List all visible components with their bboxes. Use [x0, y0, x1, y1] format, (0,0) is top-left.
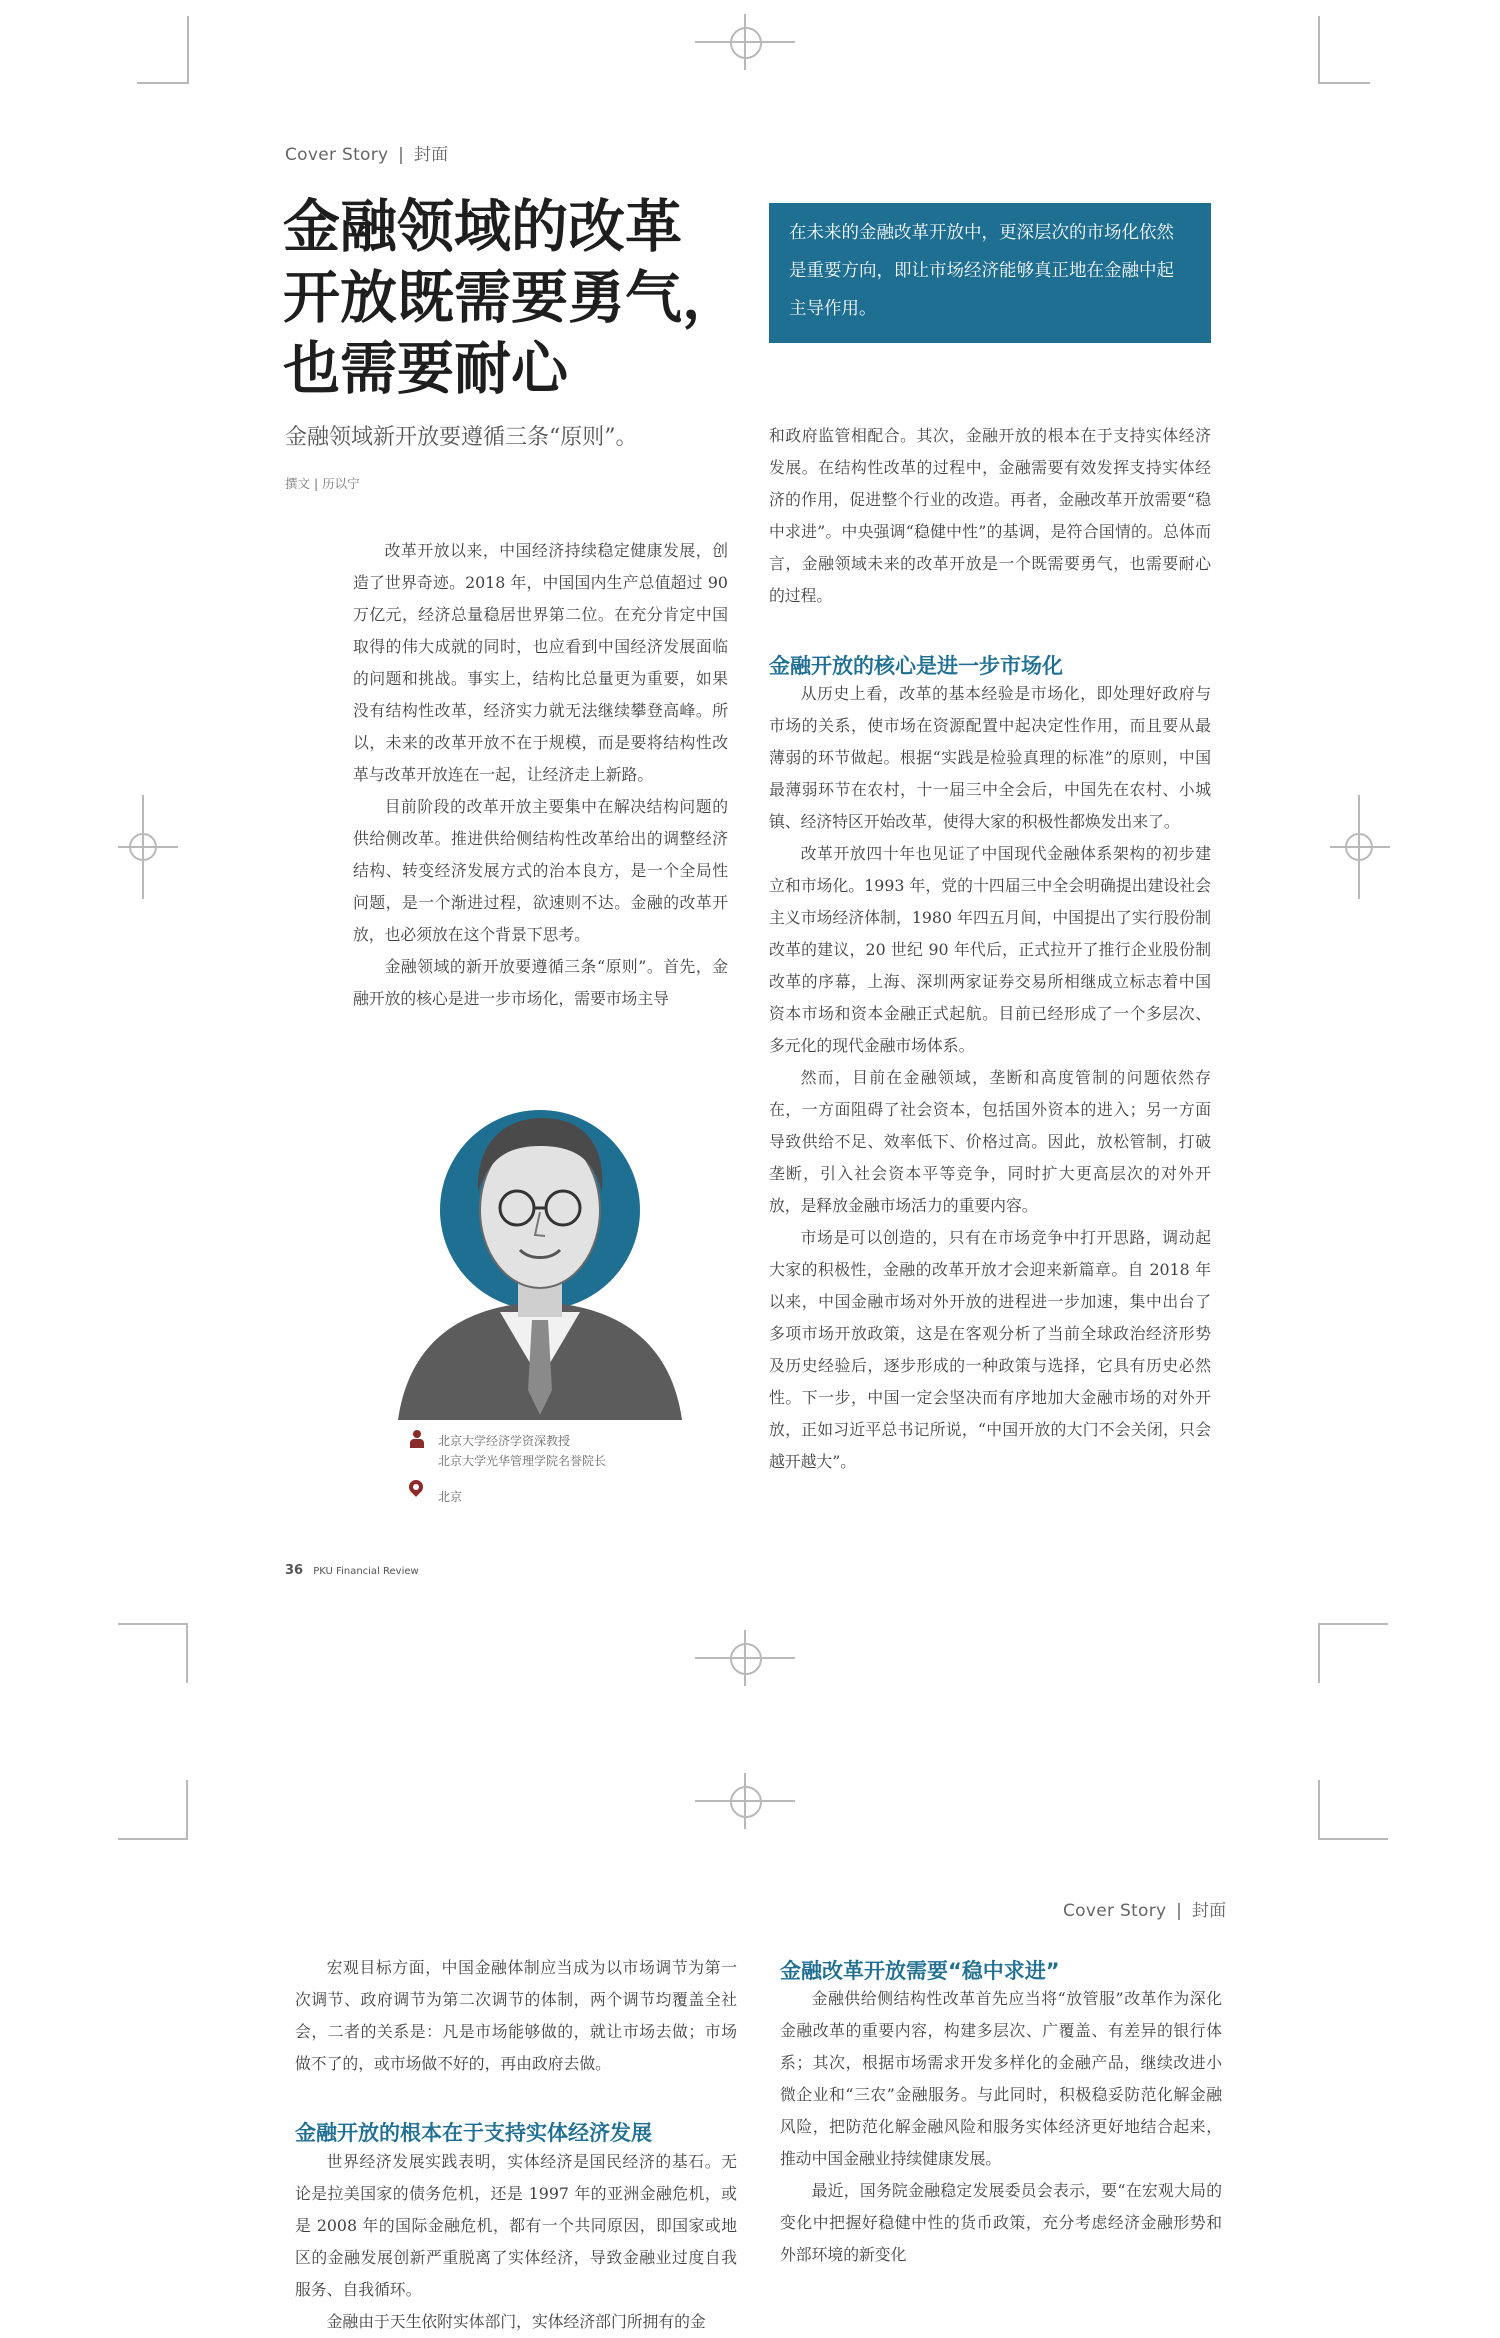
page-footer — [285, 1563, 419, 1578]
page2-body-left — [295, 2146, 737, 2338]
section-heading: 金融开放的核心是进一步市场化 — [769, 654, 1063, 678]
pull-quote-callout: 在未来的金融改革开放中，更深层次的市场化依然是重要方向，即让市场经济能够真正地在金融中起主导作用。 — [769, 203, 1211, 343]
page2-left-heading: 金融开放的根本在于支持实体经济发展 — [295, 2121, 652, 2145]
body-paragraph: 世界经济发展实践表明，实体经济是国民经济的基石。无论是拉美国家的债务危机，还是 1997 年的亚洲金融危机，或是 2008 年的国际金融危机，都有一个共同原因，即国家或地区的金融发展创新严重脱离了实体经济，导致金融业过度自我服务、自我循环。 — [295, 2152, 737, 2299]
header-section-en: Cover Story — [1063, 1901, 1167, 1921]
body-column-right-top — [769, 420, 1211, 612]
body-paragraph: 然而，目前在金融领域，垄断和高度管制的问题依然存在，一方面阻碍了社会资本，包括国外资本的进入；另一方面导致供给不足、效率低下、价格过高。因此，放松管制，打破垄断，引入社会资本平等竞争，同时扩大更高层次的对外开放，是释放金融市场活力的重要内容。 — [769, 1068, 1211, 1215]
page2-header — [1063, 1896, 1226, 1921]
portrait-location: 北京 — [438, 1490, 463, 1504]
portrait-caption — [438, 1431, 698, 1471]
position-icon — [410, 1430, 424, 1448]
body-paragraph: 改革开放四十年也见证了中国现代金融体系架构的初步建立和市场化。1993 年，党的十四届三中全会明确提出建设社会主义市场经济体制，1980 年四五月间，中国提出了实行股份制改革的建议，20 世纪 90 年代后，正式拉开了推行企业股份制改革的序幕，上海、深圳两家证券交易所相继成立标志着中国资本市场和资本金融正式起航。目前已经形成了一个多层次、多元化的现代金融市场体系。 — [769, 844, 1211, 1055]
title-line: 金融领域的改革 — [283, 194, 682, 260]
location-pin-icon — [409, 1480, 423, 1500]
page2-right-heading: 金融改革开放需要“稳中求进” — [780, 1959, 1060, 1983]
body-paragraph: 从历史上看，改革的基本经验是市场化，即处理好政府与市场的关系，使市场在资源配置中起决定性作用，而且要从最薄弱的环节做起。根据“实践是检验真理的标准”的原则，中国最薄弱环节在农村，十一届三中全会后，中国先在农村、小城镇、经济特区开始改革，使得大家的积极性都焕发出来了。 — [769, 684, 1211, 831]
body-paragraph: 最近，国务院金融稳定发展委员会表示，要“在宏观大局的变化中把握好稳健中性的货币政策，充分考虑经济金融形势和外部环境的新变化 — [780, 2181, 1222, 2264]
title-line: 也需要耐心 — [283, 336, 568, 402]
body-paragraph: 改革开放以来，中国经济持续稳定健康发展，创造了世界奇迹。2018 年，中国国内生产总值超过 90 万亿元，经济总量稳居世界第二位。在充分肯定中国取得的伟大成就的同时，也应看到中国经济发展面临的问题和挑战。事实上，结构比总量更为重要，如果没有结构性改革，经济实力就无法继续攀登高峰。所以，未来的改革开放不在于规模，而是要将结构性改革与改革开放连在一起，让经济走上新路。 — [353, 541, 728, 784]
page2-body-right — [780, 1983, 1222, 2271]
body-paragraph: 金融供给侧结构性改革首先应当将“放管服”改革作为深化金融改革的重要内容，构建多层次、广覆盖、有差异的银行体系；其次，根据市场需求开发多样化的金融产品，继续改进小微企业和“三农”金融服务。与此同时，积极稳妥防范化解金融风险，把防范化解金融风险和服务实体经济更好地结合起来，推动中国金融业持续健康发展。 — [780, 1989, 1222, 2168]
body-column-left — [353, 535, 728, 1015]
page2-body-left-top — [295, 1952, 737, 2080]
header-section-en: Cover Story — [285, 145, 389, 165]
body-paragraph: 金融领域的新开放要遵循三条“原则”。首先，金融开放的核心是进一步市场化，需要市场主导 — [353, 957, 728, 1008]
body-paragraph: 金融由于天生依附实体部门，实体经济部门所拥有的金 — [326, 2312, 706, 2331]
header-separator: | — [398, 145, 405, 165]
header-separator: | — [1176, 1901, 1183, 1921]
body-paragraph: 目前阶段的改革开放主要集中在解决结构问题的供给侧改革。推进供给侧结构性改革给出的调整经济结构、转变经济发展方式的治本良方，是一个全局性问题，是一个渐进过程，欲速则不达。金融的改革开放，也必须放在这个背景下思考。 — [353, 797, 728, 944]
article-title — [283, 192, 743, 405]
body-paragraph: 宏观目标方面，中国金融体制应当成为以市场调节为第一次调节、政府调节为第二次调节的体制，两个调节均覆盖全社会，二者的关系是：凡是市场能够做的，就让市场去做；市场做不了的，或市场做不好的，再由政府去做。 — [295, 1958, 737, 2073]
article-subtitle: 金融领域新开放要遵循三条“原则”。 — [285, 425, 638, 450]
caption-title-line: 北京大学光华管理学院名誉院长 — [438, 1454, 607, 1468]
journal-name: PKU Financial Review — [313, 1566, 419, 1577]
author-portrait — [380, 1080, 700, 1420]
body-column-right — [769, 678, 1211, 1478]
title-line: 开放既需要勇气， — [283, 265, 739, 331]
body-paragraph: 市场是可以创造的，只有在市场竞争中打开思路，调动起大家的积极性，金融的改革开放才会迎来新篇章。自 2018 年以来，中国金融市场对外开放的进程进一步加速，集中出台了多项市场开放政策，这是在客观分析了当前全球政治经济形势及历史经验后，逐步形成的一种政策与选择，它具有历史必然性。下一步，中国一定会坚决而有序地加大金融市场的对外开放，正如习近平总书记所说，“中国开放的大门不会关闭，只会越开越大”。 — [769, 1228, 1211, 1471]
caption-title-line: 北京大学经济学资深教授 — [438, 1434, 571, 1448]
byline: 撰文 | 历以宁 — [285, 476, 360, 491]
page-header — [285, 140, 448, 165]
header-section-cn: 封面 — [1191, 1901, 1227, 1921]
page-number: 36 — [285, 1563, 304, 1578]
body-paragraph: 和政府监管相配合。其次，金融开放的根本在于支持实体经济发展。在结构性改革的过程中，金融需要有效发挥支持实体经济的作用，促进整个行业的改造。再者，金融改革开放需要“稳中求进”。中央强调“稳健中性”的基调，是符合国情的。总体而言，金融领域未来的改革开放是一个既需要勇气，也需要耐心的过程。 — [769, 426, 1211, 605]
header-section-cn: 封面 — [413, 145, 449, 165]
